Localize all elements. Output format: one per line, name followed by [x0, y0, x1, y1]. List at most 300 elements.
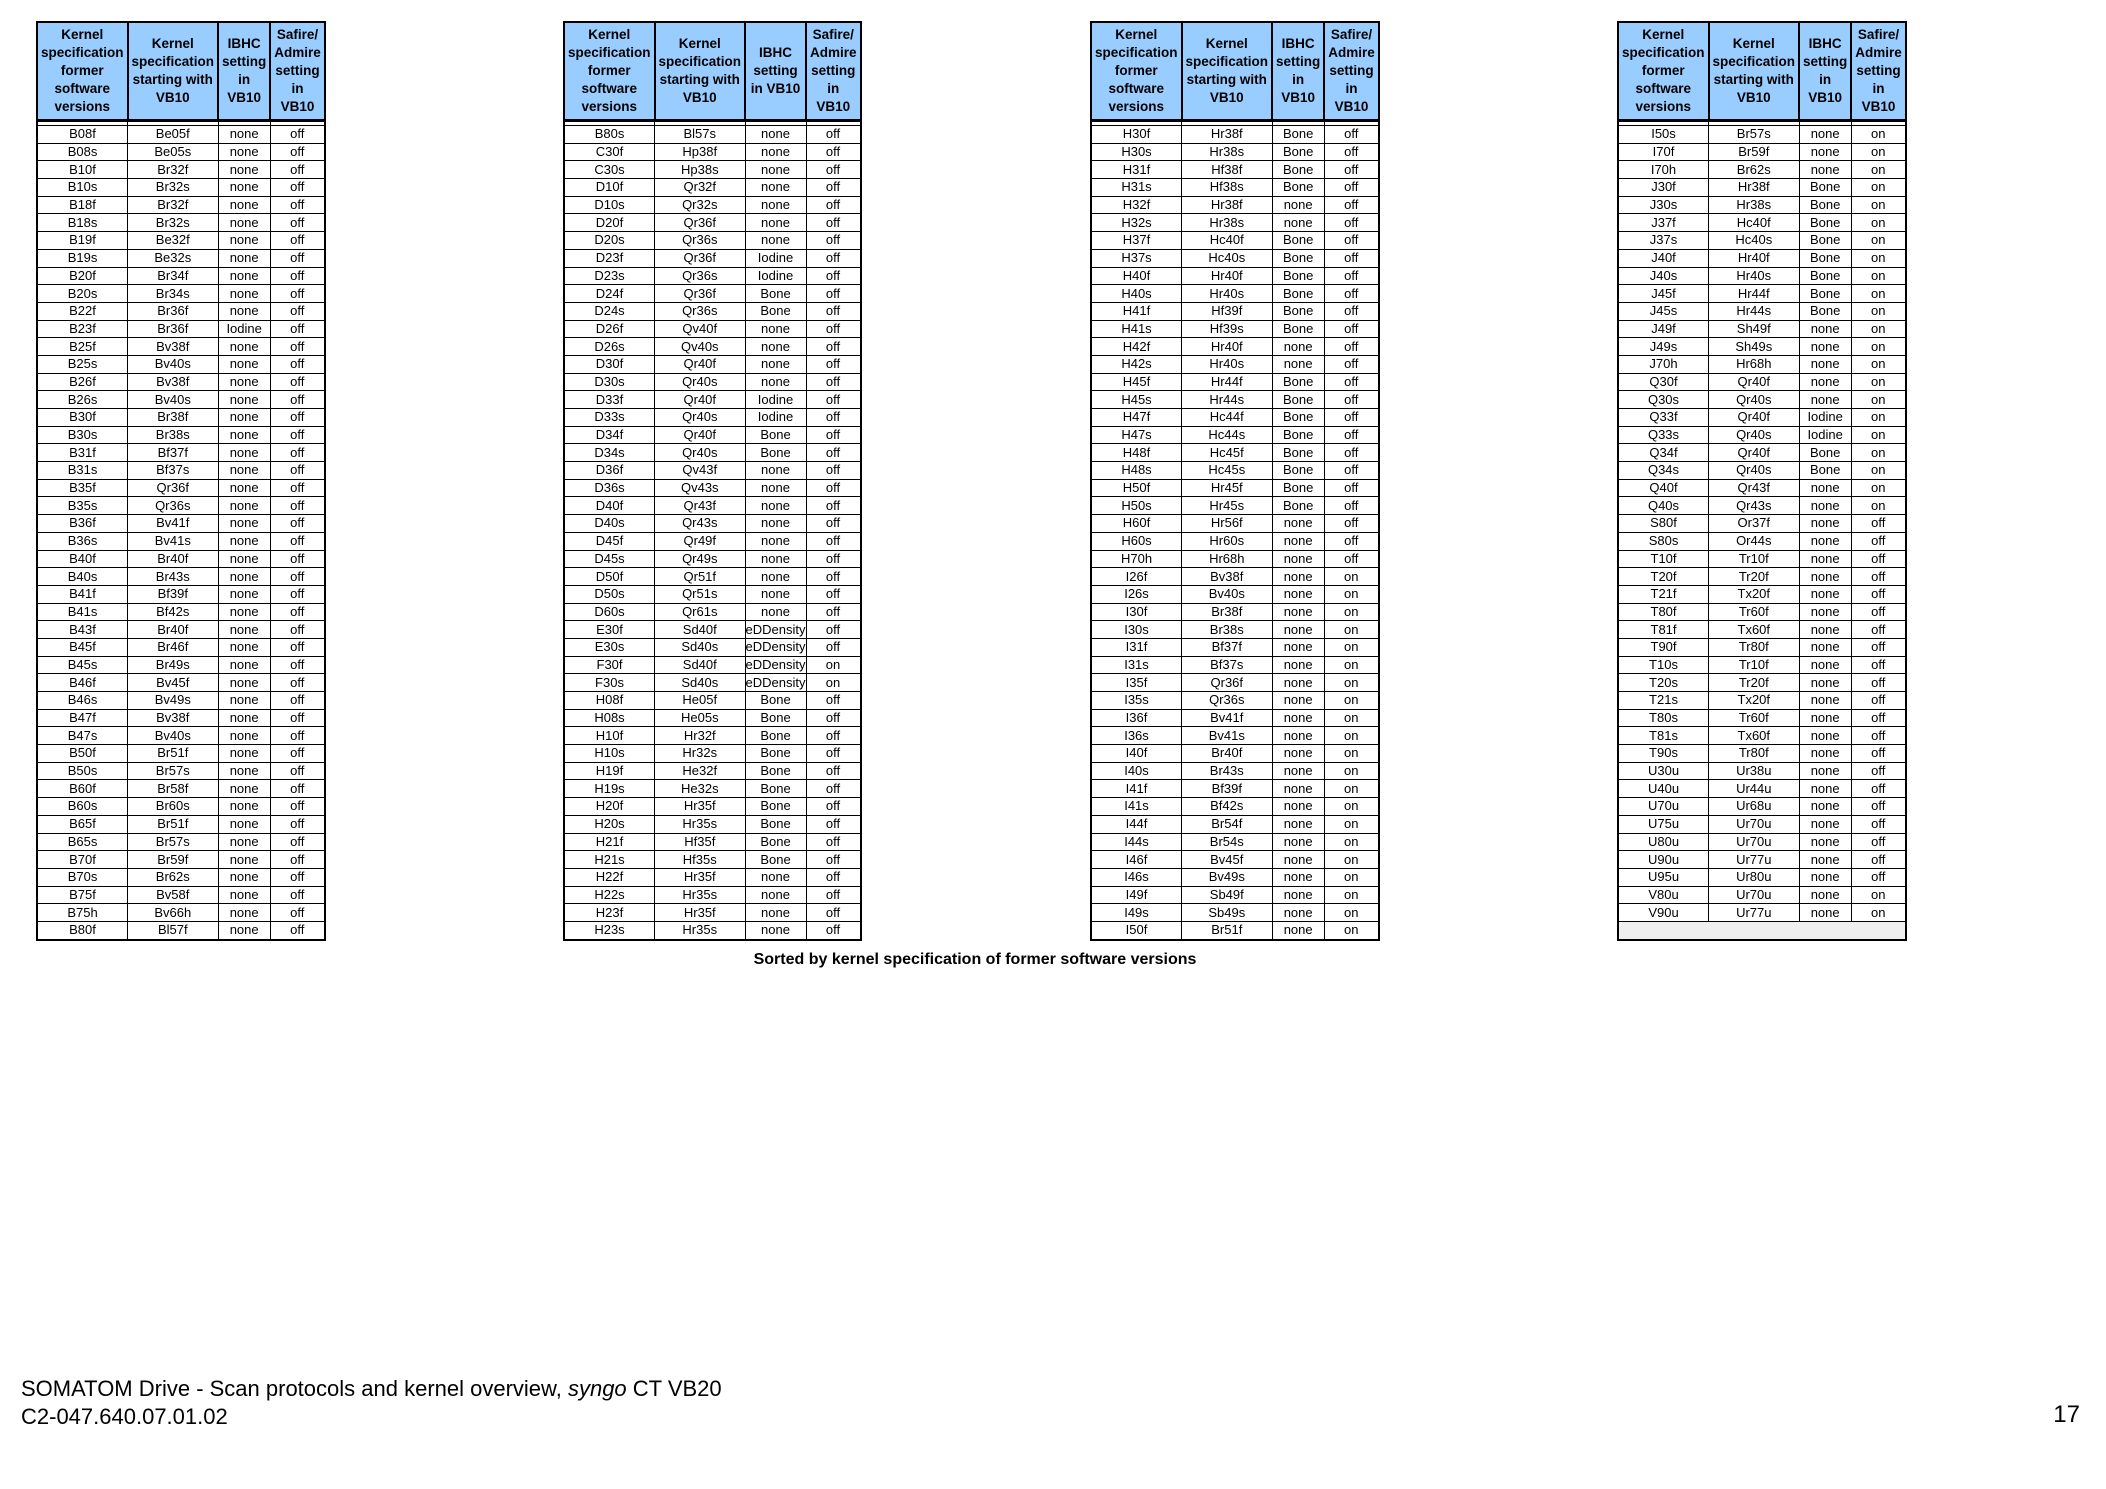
table-row — [1618, 815, 1906, 833]
ibhc-cell: none — [745, 338, 806, 356]
vb10-kernel-cell: Hf35f — [655, 833, 746, 851]
table-row — [1618, 232, 1906, 250]
safire-cell: off — [806, 143, 861, 161]
ibhc-cell: Bone — [1272, 497, 1324, 515]
table-row — [37, 762, 325, 780]
safire-cell: on — [1324, 621, 1379, 639]
former-kernel-cell: I70h — [1618, 161, 1709, 179]
ibhc-cell: none — [218, 409, 270, 427]
table-row — [1618, 426, 1906, 444]
table-row — [564, 426, 861, 444]
vb10-kernel-cell: Hr38s — [1182, 143, 1273, 161]
former-kernel-cell: H40s — [1091, 285, 1182, 303]
ibhc-cell: Bone — [1799, 462, 1851, 480]
vb10-kernel-cell: Hr35s — [655, 886, 746, 904]
former-kernel-cell: B40s — [37, 568, 128, 586]
safire-cell: off — [1851, 692, 1906, 710]
ibhc-cell: none — [218, 904, 270, 922]
vb10-kernel-cell: Hr38s — [1182, 214, 1273, 232]
ibhc-cell: Bone — [1272, 179, 1324, 197]
safire-cell: off — [270, 851, 325, 869]
table-row — [564, 585, 861, 603]
vb10-kernel-cell: Hp38s — [655, 161, 746, 179]
former-kernel-cell: D30s — [564, 373, 655, 391]
table-row — [564, 815, 861, 833]
former-kernel-cell: B18s — [37, 214, 128, 232]
former-kernel-cell: I36f — [1091, 709, 1182, 727]
vb10-kernel-cell: Tx20f — [1709, 692, 1800, 710]
table-row — [564, 462, 861, 480]
empty-filler-row — [1618, 921, 1906, 939]
safire-cell: off — [270, 391, 325, 409]
vb10-kernel-cell: Qr40f — [655, 391, 746, 409]
vb10-kernel-cell: Sb49s — [1182, 904, 1273, 922]
ibhc-cell: Bone — [1272, 320, 1324, 338]
safire-cell: on — [1851, 179, 1906, 197]
footer-title-italic: syngo — [567, 1376, 627, 1401]
table-row — [37, 921, 325, 939]
vb10-kernel-cell: Br38f — [1182, 603, 1273, 621]
table-row — [37, 126, 325, 144]
table-row — [1618, 904, 1906, 922]
table-row — [1091, 603, 1379, 621]
ibhc-cell: none — [1799, 886, 1851, 904]
vb10-kernel-cell: Bv40s — [128, 727, 219, 745]
table-row — [37, 214, 325, 232]
ibhc-cell: Bone — [745, 815, 806, 833]
former-kernel-cell: H22s — [564, 886, 655, 904]
former-kernel-cell: T81f — [1618, 621, 1709, 639]
vb10-kernel-cell: Hr38f — [1182, 126, 1273, 144]
header-vb10: Kernel specification starting with VB10 — [655, 22, 746, 121]
safire-cell: off — [270, 709, 325, 727]
former-kernel-cell: I31s — [1091, 656, 1182, 674]
table-row — [1091, 868, 1379, 886]
former-kernel-cell: I44s — [1091, 833, 1182, 851]
table-row — [1091, 391, 1379, 409]
safire-cell: on — [1851, 214, 1906, 232]
former-kernel-cell: H70h — [1091, 550, 1182, 568]
safire-cell: on — [1851, 391, 1906, 409]
ibhc-cell: none — [1799, 851, 1851, 869]
former-kernel-cell: J30s — [1618, 196, 1709, 214]
ibhc-cell: Bone — [1799, 214, 1851, 232]
ibhc-cell: none — [1799, 532, 1851, 550]
safire-cell: off — [270, 568, 325, 586]
table-row — [37, 709, 325, 727]
ibhc-cell: none — [1272, 585, 1324, 603]
table-row — [1618, 338, 1906, 356]
former-kernel-cell: J40f — [1618, 249, 1709, 267]
table-row — [37, 886, 325, 904]
safire-cell: off — [1324, 409, 1379, 427]
vb10-kernel-cell: Hr56f — [1182, 515, 1273, 533]
ibhc-cell: none — [1272, 568, 1324, 586]
vb10-kernel-cell: Br32f — [128, 196, 219, 214]
table-row — [1618, 515, 1906, 533]
ibhc-cell: Bone — [745, 302, 806, 320]
ibhc-cell: Bone — [1799, 267, 1851, 285]
vb10-kernel-cell: Br49s — [128, 656, 219, 674]
ibhc-cell: none — [745, 603, 806, 621]
ibhc-cell: Bone — [745, 709, 806, 727]
vb10-kernel-cell: Hr38f — [1709, 179, 1800, 197]
former-kernel-cell: B75h — [37, 904, 128, 922]
ibhc-cell: none — [745, 462, 806, 480]
former-kernel-cell: I49f — [1091, 886, 1182, 904]
safire-cell: off — [1324, 550, 1379, 568]
former-kernel-cell: U40u — [1618, 780, 1709, 798]
vb10-kernel-cell: Hr40s — [1182, 355, 1273, 373]
ibhc-cell: none — [1272, 338, 1324, 356]
table-row — [1091, 656, 1379, 674]
vb10-kernel-cell: Hr44s — [1182, 391, 1273, 409]
safire-cell: on — [1324, 656, 1379, 674]
vb10-kernel-cell: Qr40s — [1709, 462, 1800, 480]
ibhc-cell: Bone — [1272, 373, 1324, 391]
former-kernel-cell: H31s — [1091, 179, 1182, 197]
safire-cell: off — [806, 621, 861, 639]
table-row — [1091, 143, 1379, 161]
table-row — [37, 745, 325, 763]
safire-cell: off — [1324, 232, 1379, 250]
table-row — [1091, 904, 1379, 922]
vb10-kernel-cell: Br46f — [128, 638, 219, 656]
former-kernel-cell: H08s — [564, 709, 655, 727]
safire-cell: on — [1851, 161, 1906, 179]
former-kernel-cell: B35f — [37, 479, 128, 497]
table-row — [1091, 621, 1379, 639]
vb10-kernel-cell: Qr36f — [128, 479, 219, 497]
table-row — [564, 532, 861, 550]
ibhc-cell: Bone — [745, 426, 806, 444]
vb10-kernel-cell: Qr43s — [655, 515, 746, 533]
ibhc-cell: none — [745, 232, 806, 250]
table-row — [37, 780, 325, 798]
safire-cell: on — [1324, 904, 1379, 922]
former-kernel-cell: D36s — [564, 479, 655, 497]
former-kernel-cell: B20f — [37, 267, 128, 285]
safire-cell: off — [270, 621, 325, 639]
vb10-kernel-cell: Bv49s — [1182, 868, 1273, 886]
ibhc-cell: eDDensity — [745, 656, 806, 672]
vb10-kernel-cell: Sd40f — [655, 656, 746, 674]
former-kernel-cell: D60s — [564, 603, 655, 621]
ibhc-cell: none — [218, 355, 270, 373]
safire-cell: on — [1324, 745, 1379, 763]
ibhc-cell: none — [1799, 709, 1851, 727]
table-row — [1091, 532, 1379, 550]
table-row — [37, 391, 325, 409]
former-kernel-cell: D10f — [564, 179, 655, 197]
former-kernel-cell: D26s — [564, 338, 655, 356]
table-row — [1091, 338, 1379, 356]
former-kernel-cell: B70s — [37, 868, 128, 886]
ibhc-cell: none — [1799, 833, 1851, 851]
former-kernel-cell: D45s — [564, 550, 655, 568]
vb10-kernel-cell: Qr40f — [655, 426, 746, 444]
ibhc-cell: none — [1272, 904, 1324, 922]
former-kernel-cell: I70f — [1618, 143, 1709, 161]
former-kernel-cell: H47s — [1091, 426, 1182, 444]
table-row — [564, 338, 861, 356]
former-kernel-cell: D20f — [564, 214, 655, 232]
table-row — [1091, 550, 1379, 568]
former-kernel-cell: Q40s — [1618, 497, 1709, 515]
table-row — [564, 126, 861, 144]
safire-cell: off — [806, 444, 861, 462]
former-kernel-cell: I31f — [1091, 638, 1182, 656]
vb10-kernel-cell: Tr20f — [1709, 674, 1800, 692]
table-row — [1091, 126, 1379, 144]
safire-cell: off — [806, 532, 861, 550]
safire-cell: on — [1851, 373, 1906, 391]
ibhc-cell: none — [745, 904, 806, 922]
vb10-kernel-cell: Br40f — [128, 621, 219, 639]
vb10-kernel-cell: Bv38f — [128, 338, 219, 356]
former-kernel-cell: U90u — [1618, 851, 1709, 869]
former-kernel-cell: B45s — [37, 656, 128, 674]
table-row — [1618, 249, 1906, 267]
safire-cell: off — [806, 249, 861, 267]
ibhc-cell: none — [1272, 709, 1324, 727]
safire-cell: off — [270, 462, 325, 480]
vb10-kernel-cell: Bv58f — [128, 886, 219, 904]
ibhc-cell: none — [1272, 886, 1324, 904]
vb10-kernel-cell: Qr40f — [655, 355, 746, 373]
safire-cell: off — [270, 638, 325, 656]
safire-cell: off — [270, 179, 325, 197]
safire-cell: off — [806, 815, 861, 833]
safire-cell: off — [1324, 302, 1379, 320]
ibhc-cell: Bone — [1272, 302, 1324, 320]
former-kernel-cell: U95u — [1618, 868, 1709, 886]
ibhc-cell: none — [218, 161, 270, 179]
former-kernel-cell: E30f — [564, 621, 655, 639]
ibhc-cell: none — [1272, 780, 1324, 798]
former-kernel-cell: Q33f — [1618, 409, 1709, 427]
safire-cell: off — [270, 267, 325, 285]
ibhc-cell: Bone — [1272, 161, 1324, 179]
header-safire: Safire/ Admire setting in VB10 — [1851, 22, 1906, 121]
table-row — [564, 621, 861, 639]
former-kernel-cell: B70f — [37, 851, 128, 869]
ibhc-cell: Bone — [1272, 249, 1324, 267]
ibhc-cell: Iodine — [218, 320, 270, 338]
former-kernel-cell: H42f — [1091, 338, 1182, 356]
safire-cell: off — [1851, 727, 1906, 745]
vb10-kernel-cell: Qr40s — [655, 373, 746, 391]
table-row — [1618, 479, 1906, 497]
former-kernel-cell: D20s — [564, 232, 655, 250]
former-kernel-cell: D30f — [564, 355, 655, 373]
vb10-kernel-cell: He32s — [655, 780, 746, 798]
vb10-kernel-cell: Qv43f — [655, 462, 746, 480]
former-kernel-cell: B31s — [37, 462, 128, 480]
former-kernel-cell: J49s — [1618, 338, 1709, 356]
vb10-kernel-cell: Br62s — [128, 868, 219, 886]
former-kernel-cell: B50s — [37, 762, 128, 780]
vb10-kernel-cell: Bf39f — [1182, 780, 1273, 798]
former-kernel-cell: B20s — [37, 285, 128, 303]
ibhc-cell: none — [1272, 851, 1324, 869]
safire-cell: off — [270, 320, 325, 338]
former-kernel-cell: U75u — [1618, 815, 1709, 833]
table-row — [564, 373, 861, 391]
safire-cell: off — [270, 249, 325, 267]
safire-cell: off — [1324, 338, 1379, 356]
former-kernel-cell: B25f — [37, 338, 128, 356]
table-row — [564, 904, 861, 922]
vb10-kernel-cell: Bf39f — [128, 585, 219, 603]
table-row — [1618, 656, 1906, 674]
vb10-kernel-cell: Ur70u — [1709, 833, 1800, 851]
safire-cell: on — [1324, 833, 1379, 851]
table-row — [1091, 497, 1379, 515]
vb10-kernel-cell: Bv41f — [128, 515, 219, 533]
table-row — [1091, 302, 1379, 320]
footer-title — [21, 1376, 722, 1402]
vb10-kernel-cell: Br51f — [128, 745, 219, 763]
ibhc-cell: none — [218, 709, 270, 727]
footer-title-prefix: SOMATOM Drive - Scan protocols and kernel overview, — [21, 1376, 568, 1401]
ibhc-cell: none — [218, 638, 270, 656]
table-row — [564, 497, 861, 515]
former-kernel-cell: I30f — [1091, 603, 1182, 621]
vb10-kernel-cell: Br51f — [128, 815, 219, 833]
former-kernel-cell: J30f — [1618, 179, 1709, 197]
table-row — [1618, 143, 1906, 161]
safire-cell: off — [806, 355, 861, 373]
header-ibhc: IBHC setting in VB10 — [218, 22, 270, 121]
table-row — [1618, 196, 1906, 214]
former-kernel-cell: B08s — [37, 143, 128, 161]
vb10-kernel-cell: Hc40s — [1182, 249, 1273, 267]
table-row — [37, 603, 325, 621]
ibhc-cell: none — [1272, 515, 1324, 533]
vb10-kernel-cell: Qr49f — [655, 532, 746, 550]
former-kernel-cell: B35s — [37, 497, 128, 515]
ibhc-cell: Bone — [1272, 143, 1324, 161]
safire-cell: off — [1851, 709, 1906, 727]
vb10-kernel-cell: Br34f — [128, 267, 219, 285]
ibhc-cell: none — [1799, 762, 1851, 780]
former-kernel-cell: I49s — [1091, 904, 1182, 922]
safire-cell: on — [1851, 462, 1906, 480]
ibhc-cell: Iodine — [1799, 426, 1851, 444]
safire-cell: on — [1324, 568, 1379, 586]
former-kernel-cell: B65f — [37, 815, 128, 833]
former-kernel-cell: D23s — [564, 267, 655, 285]
safire-cell: off — [270, 692, 325, 710]
safire-cell: off — [270, 532, 325, 550]
former-kernel-cell: B40f — [37, 550, 128, 568]
vb10-kernel-cell: Br34s — [128, 285, 219, 303]
former-kernel-cell: H08f — [564, 692, 655, 710]
table-row — [1618, 727, 1906, 745]
safire-cell: on — [1324, 585, 1379, 603]
vb10-kernel-cell: Tx60f — [1709, 621, 1800, 639]
table-row — [37, 656, 325, 674]
safire-cell: off — [806, 603, 861, 621]
table-row — [1618, 621, 1906, 639]
ibhc-cell: eDDensity — [745, 639, 806, 655]
ibhc-cell: Bone — [745, 762, 806, 780]
ibhc-cell: Bone — [1272, 391, 1324, 409]
ibhc-cell: none — [745, 497, 806, 515]
vb10-kernel-cell: He05s — [655, 709, 746, 727]
former-kernel-cell: C30f — [564, 143, 655, 161]
ibhc-cell: none — [745, 373, 806, 391]
former-kernel-cell: D24s — [564, 302, 655, 320]
table-row — [1091, 214, 1379, 232]
ibhc-cell: Bone — [1799, 179, 1851, 197]
vb10-kernel-cell: Ur38u — [1709, 762, 1800, 780]
safire-cell: off — [270, 815, 325, 833]
kernel-table-4 — [1617, 21, 1907, 941]
vb10-kernel-cell: Hr45s — [1182, 497, 1273, 515]
table-row — [1091, 815, 1379, 833]
ibhc-cell: none — [745, 886, 806, 904]
ibhc-cell: none — [745, 568, 806, 586]
safire-cell: on — [806, 656, 861, 674]
former-kernel-cell: H48f — [1091, 444, 1182, 462]
table-row — [1618, 302, 1906, 320]
safire-cell: off — [270, 126, 325, 144]
table-row — [37, 515, 325, 533]
table-row — [1091, 692, 1379, 710]
ibhc-cell: Iodine — [745, 391, 806, 409]
table-row — [1091, 462, 1379, 480]
ibhc-cell: Bone — [745, 692, 806, 710]
table-row — [1091, 762, 1379, 780]
table-row — [1091, 833, 1379, 851]
table-row — [1091, 355, 1379, 373]
ibhc-cell: Iodine — [1799, 409, 1851, 427]
vb10-kernel-cell: Hc40f — [1709, 214, 1800, 232]
vb10-kernel-cell: Hc40f — [1182, 232, 1273, 250]
table-row — [37, 692, 325, 710]
safire-cell: off — [806, 214, 861, 232]
table-row — [1091, 745, 1379, 763]
vb10-kernel-cell: Qr43f — [1709, 479, 1800, 497]
vb10-kernel-cell: Br57s — [1709, 126, 1800, 144]
safire-cell: off — [1324, 355, 1379, 373]
vb10-kernel-cell: Hf38f — [1182, 161, 1273, 179]
former-kernel-cell: B47s — [37, 727, 128, 745]
vb10-kernel-cell: Hr40f — [1709, 249, 1800, 267]
safire-cell: on — [1851, 232, 1906, 250]
ibhc-cell: none — [218, 603, 270, 621]
vb10-kernel-cell: Qr51f — [655, 568, 746, 586]
former-kernel-cell: B43f — [37, 621, 128, 639]
vb10-kernel-cell: Hr32f — [655, 727, 746, 745]
table-body — [1091, 121, 1379, 940]
filler-cell — [1851, 921, 1906, 939]
table-row — [37, 585, 325, 603]
vb10-kernel-cell: Be32f — [128, 232, 219, 250]
former-kernel-cell: H47f — [1091, 409, 1182, 427]
former-kernel-cell: H45s — [1091, 391, 1182, 409]
vb10-kernel-cell: Qr36f — [1182, 674, 1273, 692]
former-kernel-cell: V90u — [1618, 904, 1709, 922]
table-row — [1091, 444, 1379, 462]
table-row — [564, 762, 861, 780]
vb10-kernel-cell: Bl57f — [128, 921, 219, 939]
table-row — [564, 603, 861, 621]
former-kernel-cell: B30f — [37, 409, 128, 427]
former-kernel-cell: J40s — [1618, 267, 1709, 285]
